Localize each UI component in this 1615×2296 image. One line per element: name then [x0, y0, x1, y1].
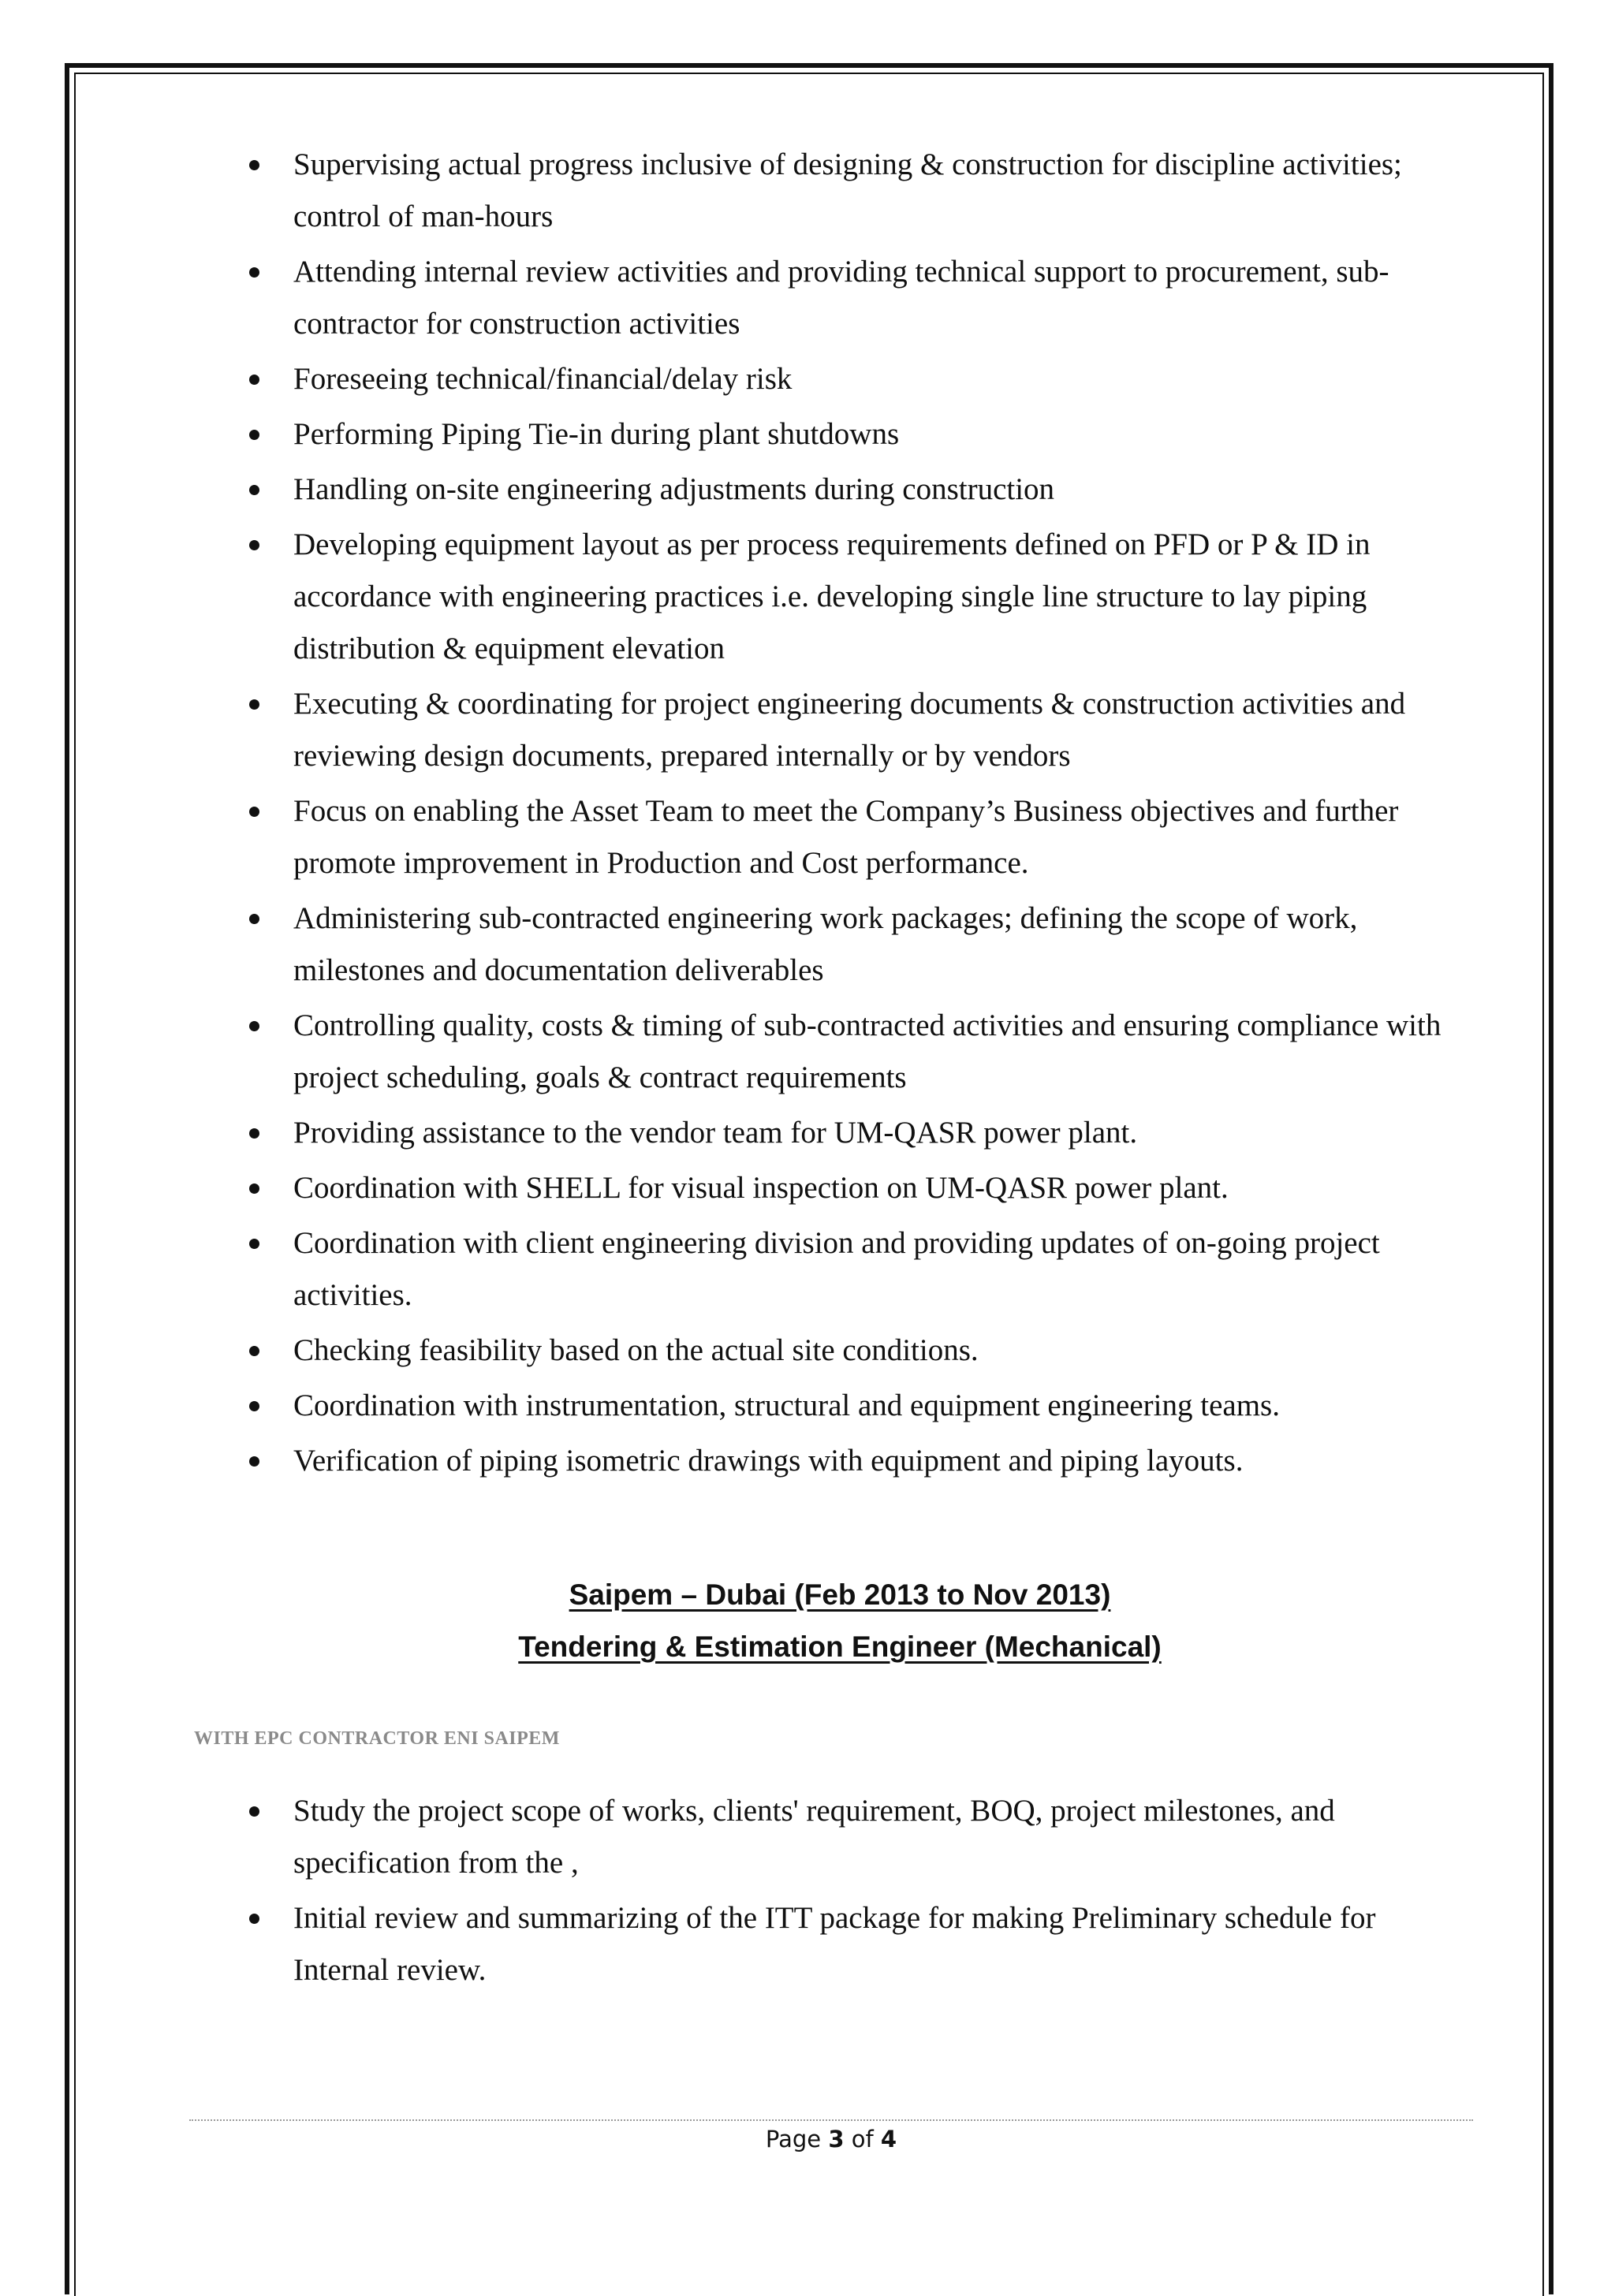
list-item [237, 785, 1467, 889]
list-item [237, 408, 1467, 460]
list-item-text: Initial review and summarizing of the ITT package for making Preliminary schedule for Internal review. [293, 1901, 1376, 1987]
bullet-icon [249, 430, 259, 440]
footer-page-word: Page [765, 2126, 822, 2152]
list-item [237, 1162, 1467, 1214]
list-item [237, 1435, 1467, 1487]
footer-current-page: 3 [828, 2126, 845, 2152]
list-item [237, 1325, 1467, 1377]
list-item-text: Handling on-site engineering adjustments during construction [293, 472, 1055, 506]
list-item-text: Study the project scope of works, clients' requirement, BOQ, project milestones, and specification from the , [293, 1794, 1335, 1880]
bullet-icon [249, 1914, 259, 1924]
bullet-icon [249, 375, 259, 385]
bullet-icon [249, 699, 259, 710]
footer-rule [189, 2119, 1473, 2121]
bullet-icon [249, 540, 259, 550]
bullet-icon [249, 914, 259, 924]
list-item-text: Administering sub-contracted engineering work packages; defining the scope of work, milestones and documentation deliverables [293, 901, 1358, 987]
bullet-icon [249, 1128, 259, 1139]
list-item [237, 353, 1467, 405]
bullet-icon [249, 1021, 259, 1031]
list-item-text: Attending internal review activities and providing technical support to procurement, sub-contractor for construction activities [293, 255, 1389, 341]
job-responsibilities-list [237, 1785, 1467, 1996]
bullet-icon [249, 807, 259, 817]
list-item-text: Controlling quality, costs & timing of sub-contracted activities and ensuring compliance with project scheduling, goals & contract requirements [293, 1008, 1442, 1094]
list-item-text: Coordination with instrumentation, structural and equipment engineering teams. [293, 1388, 1280, 1422]
list-item-text: Supervising actual progress inclusive of designing & construction for discipline activities; control of man-hours [293, 147, 1402, 233]
list-item-text: Foreseeing technical/financial/delay risk [293, 362, 793, 396]
bullet-icon [249, 485, 259, 495]
list-item [237, 1107, 1467, 1159]
list-item [237, 464, 1467, 516]
list-item-text: Checking feasibility based on the actual site conditions. [293, 1333, 979, 1367]
bullet-icon [249, 267, 259, 278]
responsibilities-section [237, 139, 1467, 1490]
list-item-text: Coordination with client engineering division and providing updates of on-going project activities. [293, 1226, 1380, 1312]
list-item [237, 893, 1467, 997]
list-item-text: Developing equipment layout as per process requirements defined on PFD or P & ID in accordance with engineering practices i.e. developing single line structure to lay piping distribution & equipment elevation [293, 527, 1371, 665]
footer-of-word: of [851, 2126, 874, 2152]
bullet-icon [249, 1346, 259, 1356]
page-footer [189, 2126, 1473, 2152]
list-item [237, 1217, 1467, 1321]
job-responsibilities-section [237, 1785, 1467, 2000]
list-item [237, 139, 1467, 243]
bullet-icon [249, 1806, 259, 1817]
contractor-label: WITH EPC CONTRACTOR ENI SAIPEM [194, 1728, 560, 1749]
list-item [237, 1892, 1467, 1996]
list-item-text: Performing Piping Tie-in during plant shutdowns [293, 417, 900, 451]
list-item-text: Coordination with SHELL for visual inspection on UM-QASR power plant. [293, 1171, 1229, 1205]
bullet-icon [249, 160, 259, 170]
company-line: Saipem – Dubai (Feb 2013 to Nov 2013) [569, 1578, 1111, 1611]
job-header [189, 1569, 1490, 1673]
list-item-text: Verification of piping isometric drawings with equipment and piping layouts. [293, 1444, 1244, 1478]
list-item-text: Providing assistance to the vendor team for UM-QASR power plant. [293, 1116, 1138, 1150]
responsibilities-list [237, 139, 1467, 1487]
list-item [237, 1380, 1467, 1432]
list-item [237, 246, 1467, 350]
list-item-text: Focus on enabling the Asset Team to meet the Company’s Business objectives and further promote improvement in Production and Cost performance. [293, 794, 1399, 880]
job-title: Tendering & Estimation Engineer (Mechanical) [518, 1631, 1162, 1663]
bullet-icon [249, 1183, 259, 1194]
bullet-icon [249, 1456, 259, 1467]
bullet-icon [249, 1239, 259, 1249]
footer-total-pages: 4 [880, 2126, 897, 2152]
list-item [237, 519, 1467, 675]
list-item [237, 1000, 1467, 1104]
list-item-text: Executing & coordinating for project engineering documents & construction activities and reviewing design documents, prepared internally or by vendors [293, 687, 1406, 773]
list-item [237, 678, 1467, 782]
list-item [237, 1785, 1467, 1889]
bullet-icon [249, 1401, 259, 1411]
